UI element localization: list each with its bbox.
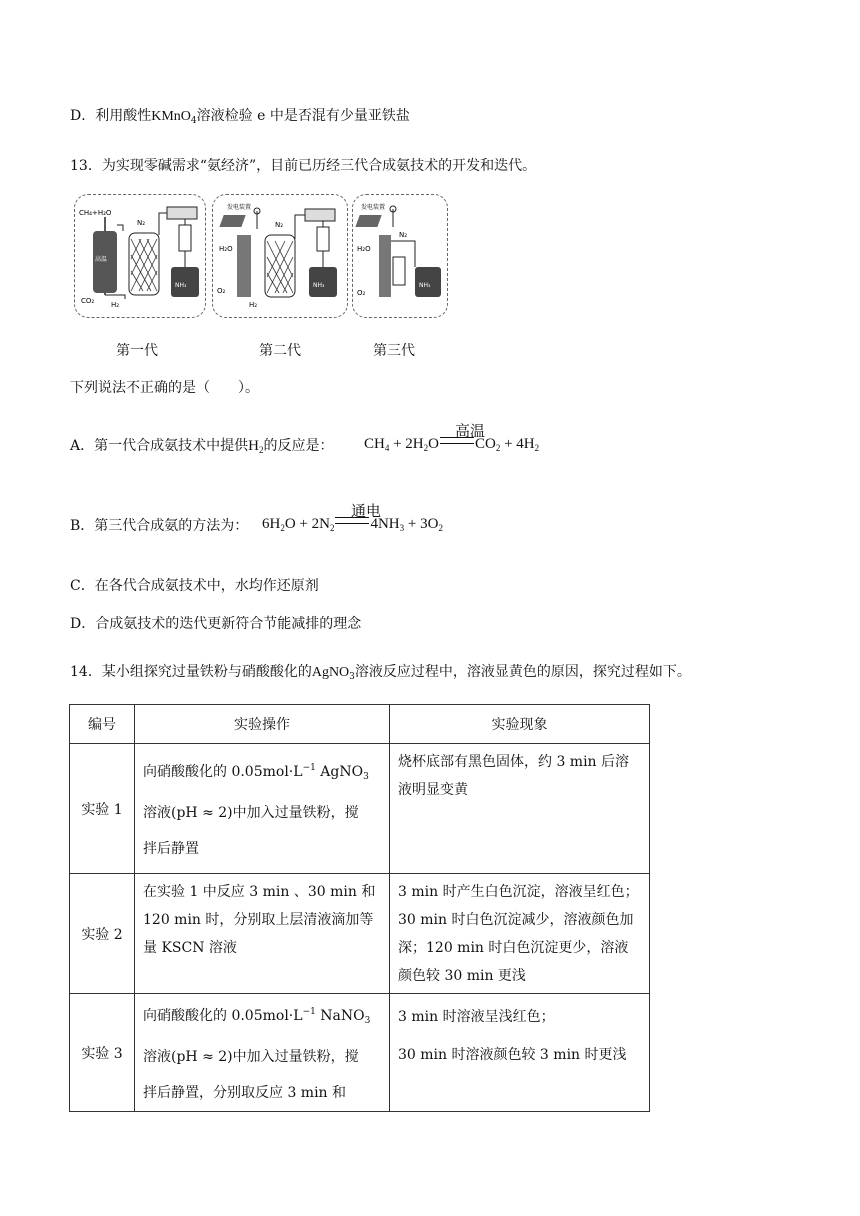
power-label: 发电装置 <box>227 204 252 211</box>
op-reagent: AgNO <box>315 764 364 780</box>
option-a-text2: 的反应是： <box>263 438 334 454</box>
nh3-label: NH₃ <box>175 282 187 289</box>
q13-stem: 13．为实现零碱需求“氨经济”，目前已历经三代合成氨技术的开发和迭代。 <box>70 158 537 174</box>
q14-subscript: 3 <box>349 672 355 682</box>
q13-option-c: C．在各代合成氨技术中，水均作还原剂 <box>70 578 319 594</box>
h2-label: H₂ <box>111 301 120 309</box>
obs-line: 烧杯底部有黑色固体，约 3 min 后溶 <box>398 754 630 770</box>
header-operation: 实验操作 <box>135 705 390 744</box>
row-operation <box>135 874 390 994</box>
row-id: 实验 3 <box>70 994 135 1112</box>
table-row <box>70 874 650 994</box>
hot-label: 高温 <box>95 256 108 263</box>
op-line: 120 min 时，分别取上层清液滴加等 <box>143 912 374 928</box>
experiment-table <box>69 704 650 1112</box>
table-row <box>70 994 650 1112</box>
row-id: 实验 2 <box>70 874 135 994</box>
obs-line: 30 min 时白色沉淀减少，溶液颜色加 <box>398 912 634 928</box>
op-line: 量 KSCN 溶液 <box>143 940 237 956</box>
q14-stem-suffix: 溶液反应过程中，溶液显黄色的原因，探究过程如下。 <box>354 664 691 680</box>
q13-option-b: B．第三代合成氨的方法为： <box>70 518 249 534</box>
q13-option-d: D．合成氨技术的迭代更新符合节能减排的理念 <box>70 616 362 632</box>
op-line: 溶液(pH ≈ 2)中加入过量铁粉，搅 <box>143 1049 359 1065</box>
gen1-figure <box>74 194 206 318</box>
op-line: 溶液(pH ≈ 2)中加入过量铁粉，搅 <box>143 805 359 821</box>
h2o-label: H₂O <box>219 245 233 253</box>
op-line: 向硝酸酸化的 0.05mol·L <box>143 764 303 780</box>
row-observation <box>390 874 650 994</box>
h2-label: H₂ <box>249 301 258 309</box>
caption-gen2: 第二代 <box>259 343 301 359</box>
header-id: 编号 <box>70 705 135 744</box>
nh3-label: NH₃ <box>313 282 325 289</box>
q13-question: 下列说法不正确的是（ ）。 <box>70 380 259 396</box>
q14-reagent: AgNO <box>311 665 350 680</box>
table-row <box>70 744 650 874</box>
caption-gen1: 第一代 <box>116 343 158 359</box>
gen3-apparatus <box>353 195 447 317</box>
option-b-equation: $6H_2O + 2N_2$ $4NH_3 + 3O_2$ <box>262 516 443 533</box>
gen1-input-label: CH₄+H₂O <box>79 209 112 217</box>
option-d-suffix: 溶液检验 e 中是否混有少量亚铁盐 <box>196 108 410 124</box>
nh3-label: NH₃ <box>419 282 431 289</box>
q14-stem <box>70 662 691 687</box>
option-a-condition: 高温 <box>455 422 486 440</box>
gen1-apparatus <box>75 195 205 317</box>
option-a-text: A．第一代合成氨技术中提供 <box>70 438 249 454</box>
op-line: 拌后静置 <box>143 841 199 857</box>
subscript: 4 <box>190 116 197 126</box>
row-id: 实验 1 <box>70 744 135 874</box>
reagent: KMnO <box>151 109 191 124</box>
op-reagent: NaNO <box>315 1008 365 1024</box>
q14-stem-prefix: 14．某小组探究过量铁粉与硝酸酸化的 <box>70 664 312 680</box>
op-line: 向硝酸酸化的 0.05mol·L <box>143 1008 303 1024</box>
header-observation: 实验现象 <box>390 705 650 744</box>
obs-line: 3 min 时溶液呈浅红色； <box>398 1009 555 1025</box>
option-a-equation: $CH_4 + 2H_2O$ $CO_2 + 4H_2$ <box>364 436 540 453</box>
n2-label: N₂ <box>137 219 146 227</box>
power-label: 发电装置 <box>361 204 386 211</box>
o2-label: O₂ <box>217 287 226 295</box>
table-header-row <box>70 705 650 744</box>
gen2-figure <box>212 194 348 318</box>
obs-line: 30 min 时溶液颜色较 3 min 时更浅 <box>398 1047 627 1063</box>
option-d-prefix: D．利用酸性 <box>70 108 152 124</box>
obs-line: 深；120 min 时白色沉淀更少，溶液 <box>398 940 629 956</box>
gen3-figure <box>352 194 448 318</box>
n2-label: N₂ <box>399 231 408 239</box>
obs-line: 3 min 时产生白色沉淀，溶液呈红色； <box>398 884 639 900</box>
row-observation <box>390 744 650 874</box>
option-b-condition: 通电 <box>351 502 382 520</box>
op-line: 拌后静置，分别取反应 3 min 和 <box>143 1085 347 1101</box>
o2-label: O₂ <box>357 289 366 297</box>
gen2-apparatus <box>213 195 347 317</box>
row-operation: 向硝酸酸化的 $0.05mol\cdot L^{-1}$ NaNO$_3$ 溶液(pH ≈ 2)中加入过量铁粉，搅 拌后静置，分别取反应 3 min 和 <box>135 994 390 1112</box>
op-line: 在实验 1 中反应 3 min 、30 min 和 <box>143 884 376 900</box>
n2-label: N₂ <box>275 221 284 229</box>
q12-option-d <box>70 106 410 131</box>
row-operation: 向硝酸酸化的 $0.05mol\cdot L^{-1}$ AgNO$_3$ 溶液(pH ≈ 2)中加入过量铁粉，搅 拌后静置 <box>135 744 390 874</box>
obs-line: 液明显变黄 <box>398 782 468 798</box>
co2-label: CO₂ <box>81 297 95 305</box>
obs-line: 颜色较 30 min 更浅 <box>398 968 526 984</box>
caption-gen3: 第三代 <box>373 343 415 359</box>
q13-option-a: A．第一代合成氨技术中提供$H_2$的反应是： <box>70 438 334 455</box>
h2o-label: H₂O <box>357 245 371 253</box>
row-observation <box>390 994 650 1112</box>
